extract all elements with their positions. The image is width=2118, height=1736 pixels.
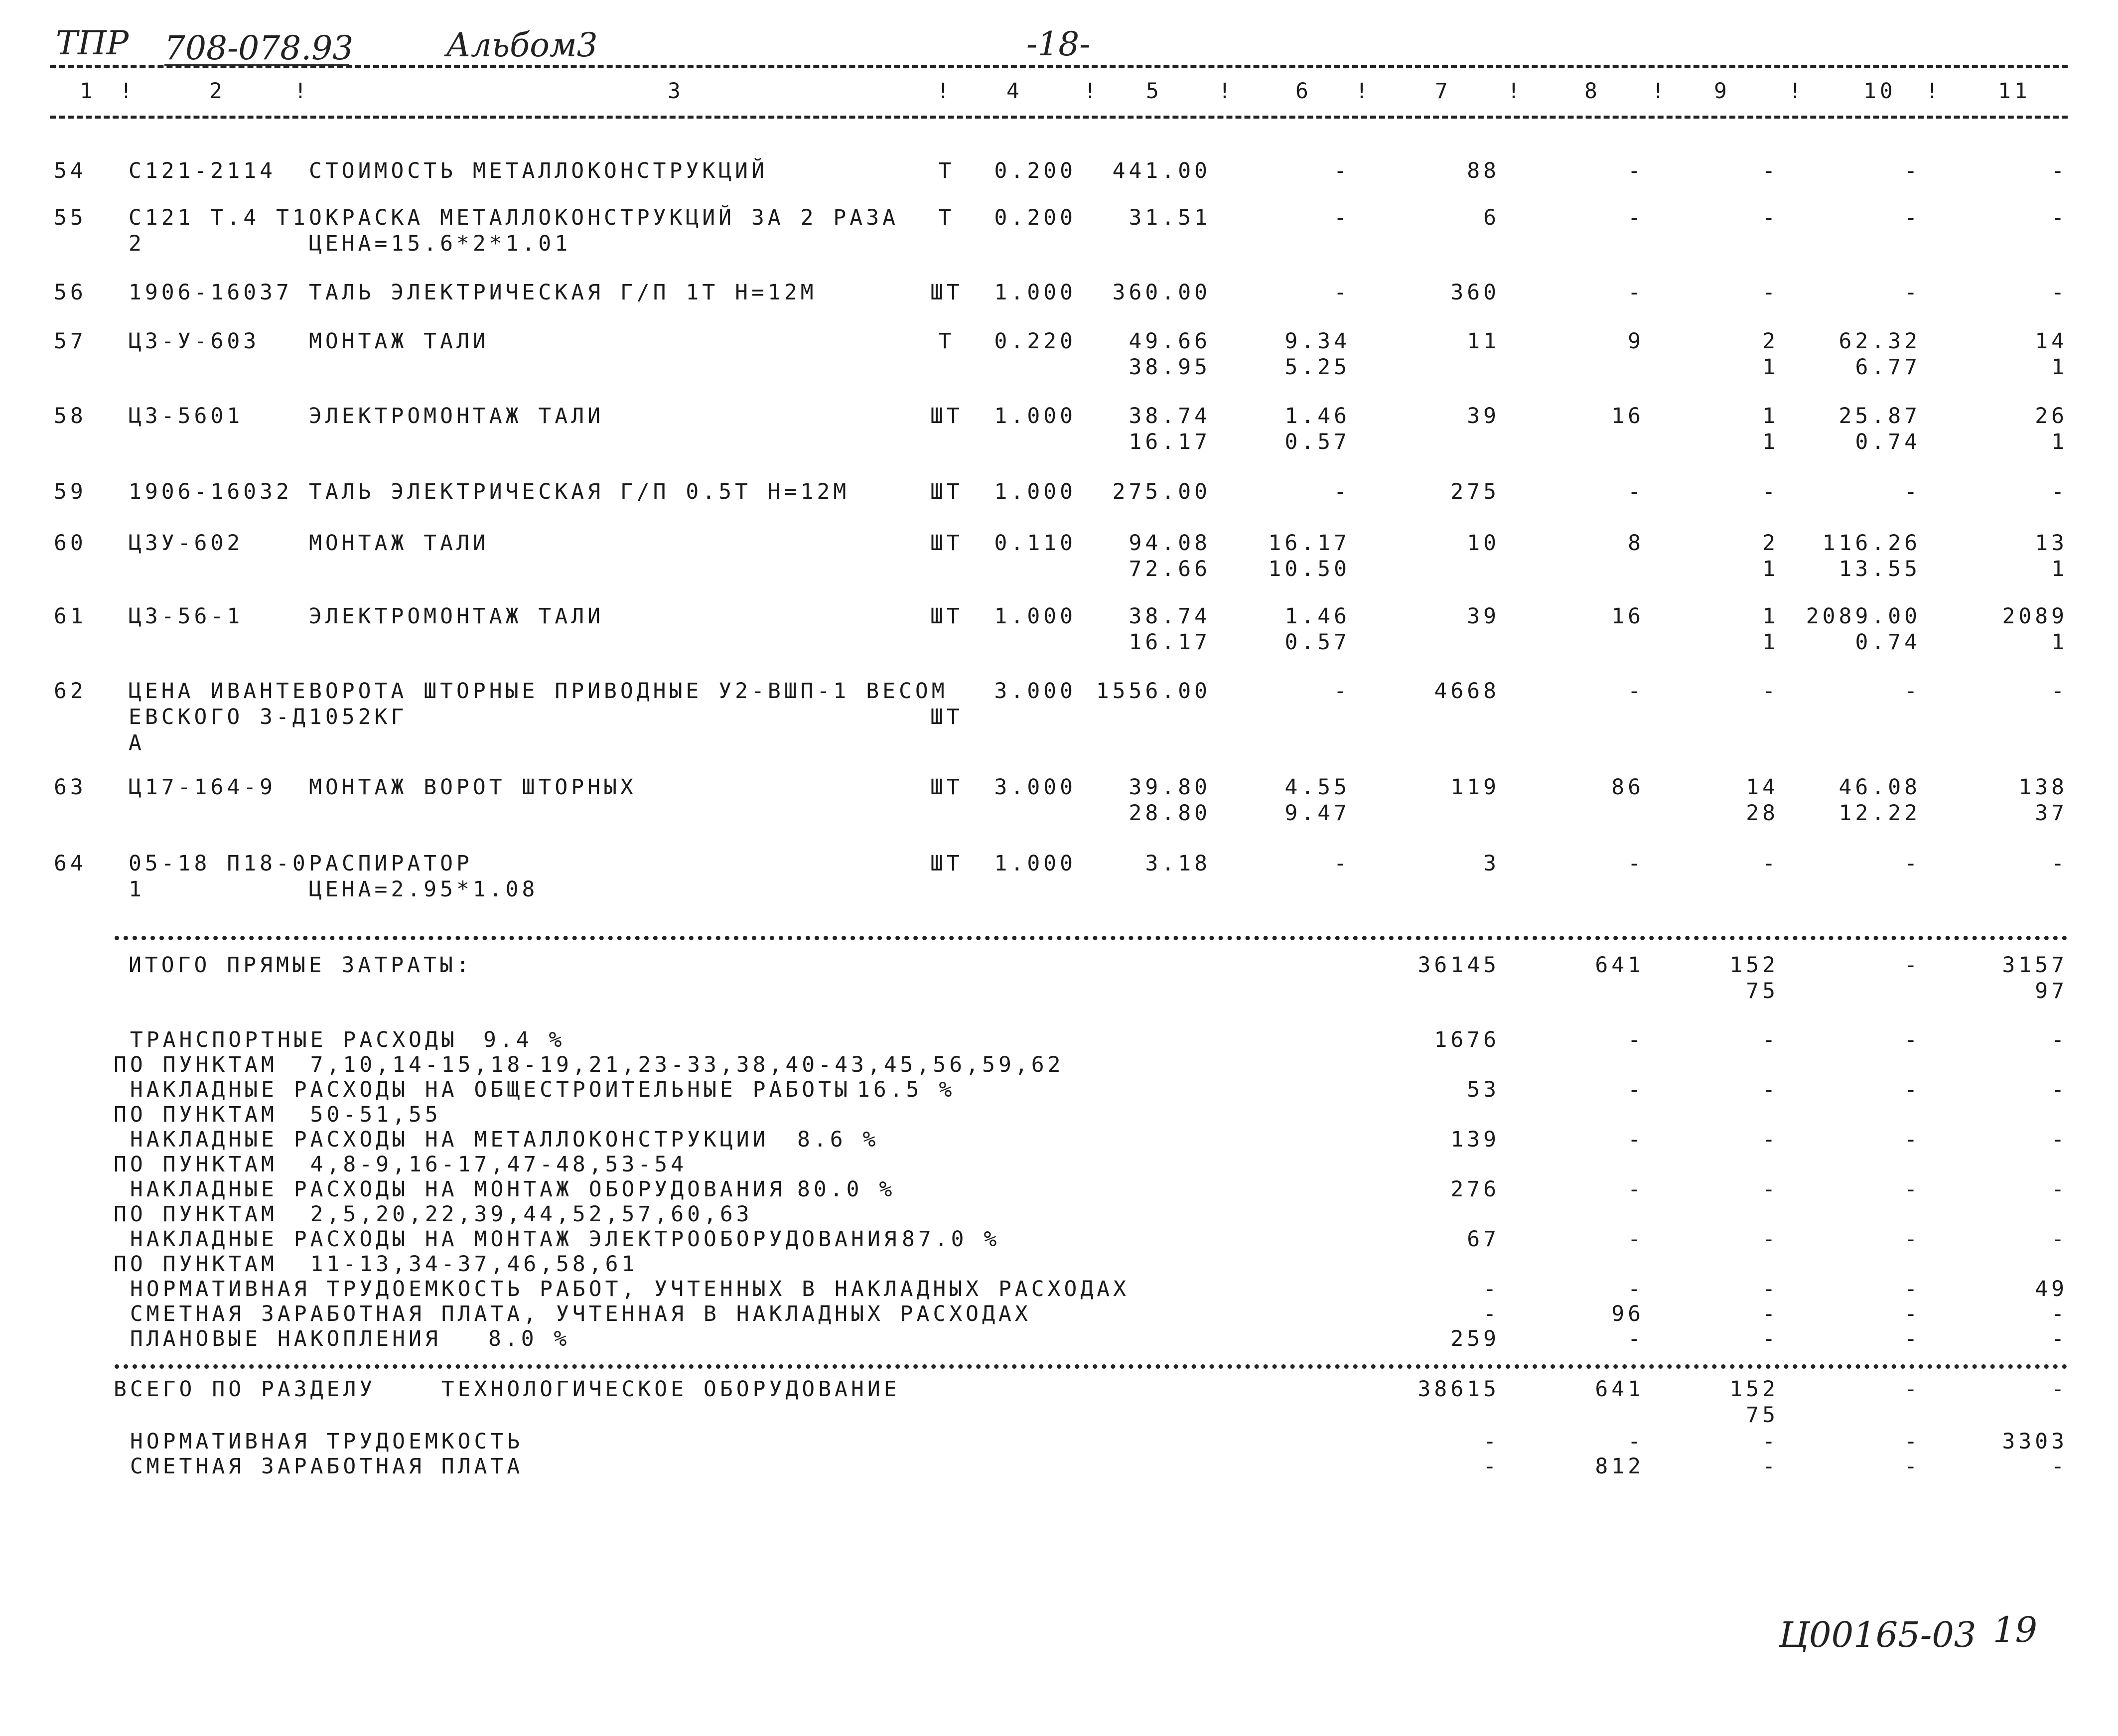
direct-costs-c11: 97 [2035, 979, 2068, 1004]
row-number: 60 [54, 531, 87, 556]
overhead-c11: - [2051, 1077, 2068, 1102]
row-number: 55 [54, 205, 87, 230]
row-c10: - [1904, 479, 1921, 504]
row-code: 1 [129, 877, 145, 902]
overhead-c9: - [1762, 1227, 1779, 1252]
overhead-c8: - [1628, 1177, 1644, 1202]
overhead-label: НАКЛАДНЫЕ РАСХОДЫ НА МОНТАЖ ОБОРУДОВАНИЯ [114, 1177, 786, 1202]
row-name: МОНТАЖ ТАЛИ [309, 531, 489, 556]
row-c11: 138 [2018, 775, 2068, 800]
overhead-label: ПО ПУНКТАМ 11-13,34-37,46,58,61 [114, 1252, 638, 1277]
column-number: 3 [668, 79, 684, 104]
column-number: 1 [80, 79, 96, 104]
row-c9: 1 [1762, 630, 1779, 655]
row-price: 72.66 [1129, 557, 1211, 581]
column-separator: ! [937, 79, 953, 104]
row-price: 38.74 [1129, 404, 1211, 429]
row-price: 275.00 [1112, 479, 1211, 504]
row-code: Ц17-164-9 [129, 775, 276, 800]
row-c6: - [1334, 679, 1350, 704]
overhead-percent: 16.5 % [857, 1077, 956, 1102]
row-c7: 4668 [1434, 679, 1500, 704]
row-c6: - [1334, 205, 1350, 230]
row-code: С121 Т.4 Т1 [129, 205, 309, 230]
column-separator: ! [1652, 79, 1668, 104]
overhead-label: СМЕТНАЯ ЗАРАБОТНАЯ ПЛАТА, УЧТЕННАЯ В НАКЛАДНЫХ РАСХОДАХ [114, 1302, 1031, 1326]
row-c8: - [1628, 479, 1644, 504]
column-separator: ! [1789, 79, 1805, 104]
direct-costs-c7: 36145 [1417, 953, 1500, 978]
row-unit: Т [938, 205, 955, 230]
row-c9: - [1762, 851, 1779, 876]
row-c10: 116.26 [1822, 531, 1921, 556]
row-c7: 275 [1450, 479, 1500, 504]
overhead-c9: - [1762, 1326, 1779, 1351]
row-name: СТОИМОСТЬ МЕТАЛЛОКОНСТРУКЦИЙ [309, 158, 768, 183]
row-number: 56 [54, 280, 87, 305]
row-c11: 1 [2051, 630, 2068, 655]
row-number: 61 [54, 604, 87, 629]
row-quantity: 1.000 [994, 280, 1076, 305]
overhead-c10: - [1904, 1127, 1921, 1152]
direct-costs-c8: 641 [1595, 953, 1644, 978]
overhead-c7: - [1483, 1277, 1500, 1302]
overhead-c11: - [2051, 1027, 2068, 1052]
column-number: 4 [1006, 79, 1023, 104]
final-c7: - [1483, 1454, 1500, 1479]
row-c6: 10.50 [1268, 557, 1350, 581]
section-total-c10: - [1904, 1377, 1921, 1402]
final-c9: - [1762, 1429, 1779, 1454]
direct-costs-c9: 75 [1746, 979, 1779, 1004]
overhead-c8: - [1628, 1027, 1644, 1052]
row-unit: ШТ [930, 851, 963, 876]
overhead-c9: - [1762, 1277, 1779, 1302]
row-price: 28.80 [1129, 801, 1211, 826]
overhead-c9: - [1762, 1302, 1779, 1326]
row-c9: - [1762, 679, 1779, 704]
overhead-label: НОРМАТИВНАЯ ТРУДОЕМКОСТЬ РАБОТ, УЧТЕННЫХ В НАКЛАДНЫХ РАСХОДАХ [114, 1277, 1130, 1302]
album-label: Альбом3 [446, 26, 598, 64]
row-number: 58 [54, 404, 87, 429]
row-code: С121-2114 [129, 158, 276, 183]
row-price: 16.17 [1129, 430, 1211, 454]
row-code: А [129, 730, 145, 755]
overhead-c7: - [1483, 1302, 1500, 1326]
row-quantity: 1.000 [994, 851, 1076, 876]
row-code: 1906-16032 [129, 479, 292, 504]
row-price: 3.18 [1145, 851, 1211, 876]
row-quantity: 0.200 [994, 205, 1076, 230]
row-c8: - [1628, 158, 1644, 183]
row-unit: ШТ [930, 604, 963, 629]
row-c10: - [1904, 679, 1921, 704]
section-total-c9: 75 [1746, 1403, 1779, 1428]
column-number: 6 [1295, 79, 1312, 104]
column-separator: ! [1084, 79, 1100, 104]
overhead-c8: 96 [1611, 1302, 1644, 1326]
overhead-percent: 8.6 % [797, 1127, 879, 1152]
overhead-c7: 276 [1450, 1177, 1500, 1202]
overhead-label: ПО ПУНКТАМ 7,10,14-15,18-19,21,23-33,38,40-43,45,56,59,62 [114, 1052, 1064, 1077]
row-unit: ШТ [930, 531, 963, 556]
final-label: СМЕТНАЯ ЗАРАБОТНАЯ ПЛАТА [114, 1454, 524, 1479]
overhead-c11: 49 [2035, 1277, 2068, 1302]
row-c8: 8 [1628, 531, 1644, 556]
overhead-label: ПО ПУНКТАМ 4,8-9,16-17,47-48,53-54 [114, 1152, 688, 1177]
page-number: -18- [1026, 25, 1091, 63]
row-c11: - [2051, 280, 2068, 305]
overhead-c11: - [2051, 1127, 2068, 1152]
row-c11: 2089 [2002, 604, 2068, 629]
row-number: 57 [54, 329, 87, 354]
row-c6: - [1334, 851, 1350, 876]
row-price: 38.95 [1129, 355, 1211, 380]
overhead-c10: - [1904, 1077, 1921, 1102]
row-c10: 62.32 [1838, 329, 1921, 354]
column-separator: ! [120, 79, 136, 104]
row-c9: 1 [1762, 404, 1779, 429]
row-c6: 0.57 [1284, 430, 1350, 454]
overhead-percent: 8.0 % [488, 1326, 570, 1351]
archive-stamp: Ц00165-03 [1779, 1614, 1977, 1655]
row-c11: 13 [2035, 531, 2068, 556]
row-name: РАСПИРАТОР [309, 851, 473, 876]
column-number: 10 [1863, 79, 1896, 104]
row-c6: - [1334, 158, 1350, 183]
column-number: 7 [1435, 79, 1451, 104]
row-c8: - [1628, 205, 1644, 230]
section-total-c9: 152 [1729, 1377, 1779, 1402]
row-name: МОНТАЖ ТАЛИ [309, 329, 489, 354]
row-c7: 10 [1467, 531, 1500, 556]
row-price: 441.00 [1112, 158, 1211, 183]
overhead-c8: - [1628, 1227, 1644, 1252]
row-c11: 14 [2035, 329, 2068, 354]
row-c9: 1 [1762, 355, 1779, 380]
row-name: ТАЛЬ ЭЛЕКТРИЧЕСКАЯ Г/П 1Т Н=12М [309, 280, 817, 305]
row-code: ЕВСКОГО З-Д [129, 705, 309, 729]
direct-costs-label: ИТОГО ПРЯМЫЕ ЗАТРАТЫ: [129, 953, 473, 978]
row-c6: 1.46 [1284, 604, 1350, 629]
row-c10: 6.77 [1855, 355, 1921, 380]
overhead-percent: 80.0 % [797, 1177, 896, 1202]
row-number: 64 [54, 851, 87, 876]
row-unit: ШТ [930, 280, 963, 305]
dotted-rule-direct [115, 936, 2068, 940]
overhead-c8: - [1628, 1326, 1644, 1351]
row-c9: 14 [1746, 775, 1779, 800]
row-price: 49.66 [1129, 329, 1211, 354]
direct-costs-c9: 152 [1729, 953, 1779, 978]
row-c6: - [1334, 479, 1350, 504]
row-price: 31.51 [1129, 205, 1211, 230]
row-c11: - [2051, 679, 2068, 704]
row-c6: 16.17 [1268, 531, 1350, 556]
overhead-c9: - [1762, 1177, 1779, 1202]
column-separator: ! [1355, 79, 1372, 104]
doc-code-a: ТПР [56, 24, 129, 62]
row-c10: 0.74 [1855, 430, 1921, 454]
row-name: ВОРОТА ШТОРНЫЕ ПРИВОДНЫЕ У2-ВШП-1 ВЕСОМ [309, 679, 948, 704]
row-price: 1556.00 [1096, 679, 1211, 704]
overhead-c11: - [2051, 1227, 2068, 1252]
column-separator: ! [1218, 79, 1235, 104]
row-name: ОКРАСКА МЕТАЛЛОКОНСТРУКЦИЙ ЗА 2 РАЗА [309, 205, 899, 230]
row-name: ЦЕНА=15.6*2*1.01 [309, 231, 571, 256]
row-price: 94.08 [1129, 531, 1211, 556]
row-c6: 5.25 [1284, 355, 1350, 380]
row-c9: - [1762, 280, 1779, 305]
overhead-label: НАКЛАДНЫЕ РАСХОДЫ НА МЕТАЛЛОКОНСТРУКЦИИ [114, 1127, 769, 1152]
row-c9: 2 [1762, 531, 1779, 556]
row-c10: 2089.00 [1806, 604, 1921, 629]
section-total-c11: - [2051, 1377, 2068, 1402]
overhead-label: ПО ПУНКТАМ 2,5,20,22,39,44,52,57,60,63 [114, 1202, 753, 1227]
row-c9: 2 [1762, 329, 1779, 354]
overhead-label: ПЛАНОВЫЕ НАКОПЛЕНИЯ [114, 1326, 441, 1351]
overhead-c10: - [1904, 1177, 1921, 1202]
row-c11: 1 [2051, 355, 2068, 380]
row-c7: 11 [1467, 329, 1500, 354]
final-c10: - [1904, 1429, 1921, 1454]
column-number: 5 [1146, 79, 1162, 104]
overhead-percent: 9.4 % [483, 1027, 565, 1052]
row-unit: ШТ [930, 404, 963, 429]
row-c11: 37 [2035, 801, 2068, 826]
row-price: 38.74 [1129, 604, 1211, 629]
row-c10: 0.74 [1855, 630, 1921, 655]
column-number: 8 [1584, 79, 1601, 104]
row-code: 05-18 П18-0 [129, 851, 309, 876]
overhead-label: ТРАНСПОРТНЫЕ РАСХОДЫ [114, 1027, 458, 1052]
row-number: 63 [54, 775, 87, 800]
final-label: НОРМАТИВНАЯ ТРУДОЕМКОСТЬ [114, 1429, 524, 1454]
row-quantity: 0.220 [994, 329, 1076, 354]
row-c6: - [1334, 280, 1350, 305]
row-c9: 28 [1746, 801, 1779, 826]
dotted-rule-total [115, 1364, 2068, 1369]
row-code: 2 [129, 231, 145, 256]
direct-costs-c10: - [1904, 953, 1921, 978]
row-number: 59 [54, 479, 87, 504]
final-c7: - [1483, 1429, 1500, 1454]
overhead-percent: 87.0 % [902, 1227, 1000, 1252]
overhead-c10: - [1904, 1326, 1921, 1351]
row-c8: 86 [1611, 775, 1644, 800]
row-unit: Т [938, 329, 955, 354]
final-c10: - [1904, 1454, 1921, 1479]
row-c9: 1 [1762, 557, 1779, 581]
overhead-c9: - [1762, 1027, 1779, 1052]
row-name: ТАЛЬ ЭЛЕКТРИЧЕСКАЯ Г/П 0.5Т Н=12М [309, 479, 850, 504]
overhead-c10: - [1904, 1227, 1921, 1252]
overhead-c10: - [1904, 1302, 1921, 1326]
row-c11: 1 [2051, 557, 2068, 581]
row-quantity: 1.000 [994, 404, 1076, 429]
sheet-number: 19 [1993, 1609, 2038, 1650]
row-c9: - [1762, 205, 1779, 230]
row-c7: 88 [1467, 158, 1500, 183]
overhead-c7: 259 [1450, 1326, 1500, 1351]
row-c10: - [1904, 280, 1921, 305]
final-c8: - [1628, 1429, 1644, 1454]
row-c7: 360 [1450, 280, 1500, 305]
section-total-label: ВСЕГО ПО РАЗДЕЛУ ТЕХНОЛОГИЧЕСКОЕ ОБОРУДОВАНИЕ [114, 1377, 900, 1402]
section-total-c7: 38615 [1417, 1377, 1500, 1402]
row-c6: 1.46 [1284, 404, 1350, 429]
row-code: Ц3У-602 [129, 531, 244, 556]
row-c8: 16 [1611, 604, 1644, 629]
header-rule-bottom [50, 116, 2068, 119]
row-c6: 9.47 [1284, 801, 1350, 826]
row-name: ЦЕНА=2.95*1.08 [309, 877, 539, 902]
overhead-c7: 1676 [1434, 1027, 1500, 1052]
row-quantity: 0.200 [994, 158, 1076, 183]
overhead-c11: - [2051, 1302, 2068, 1326]
row-c8: 9 [1628, 329, 1644, 354]
final-c11: - [2051, 1454, 2068, 1479]
overhead-c8: - [1628, 1277, 1644, 1302]
row-unit: Т [938, 158, 955, 183]
row-c10: - [1904, 851, 1921, 876]
row-code: Ц3-У-603 [129, 329, 260, 354]
row-name: ЭЛЕКТРОМОНТАЖ ТАЛИ [309, 404, 604, 429]
direct-costs-c11: 3157 [2002, 953, 2068, 978]
row-c11: 1 [2051, 430, 2068, 454]
row-c7: 39 [1467, 604, 1500, 629]
overhead-c10: - [1904, 1027, 1921, 1052]
row-c10: 12.22 [1838, 801, 1921, 826]
row-name: ЭЛЕКТРОМОНТАЖ ТАЛИ [309, 604, 604, 629]
row-price: 360.00 [1112, 280, 1211, 305]
row-c6: 0.57 [1284, 630, 1350, 655]
row-number: 54 [54, 158, 87, 183]
overhead-c9: - [1762, 1077, 1779, 1102]
row-code: 1906-16037 [129, 280, 292, 305]
row-c9: 1 [1762, 430, 1779, 454]
row-quantity: 1.000 [994, 479, 1076, 504]
row-c10: 25.87 [1838, 404, 1921, 429]
overhead-c9: - [1762, 1127, 1779, 1152]
column-separator: ! [294, 79, 310, 104]
section-total-c8: 641 [1595, 1377, 1644, 1402]
row-c11: - [2051, 205, 2068, 230]
row-name: 1052КГ [309, 705, 408, 729]
row-c11: 26 [2035, 404, 2068, 429]
overhead-c7: 53 [1467, 1077, 1500, 1102]
row-c6: 4.55 [1284, 775, 1350, 800]
row-c11: - [2051, 158, 2068, 183]
column-number: 9 [1714, 79, 1730, 104]
row-quantity: 0.110 [994, 531, 1076, 556]
row-quantity: 3.000 [994, 679, 1076, 704]
row-c7: 39 [1467, 404, 1500, 429]
overhead-c8: - [1628, 1077, 1644, 1102]
row-price: 16.17 [1129, 630, 1211, 655]
row-c10: - [1904, 205, 1921, 230]
row-price: 39.80 [1129, 775, 1211, 800]
final-c11: 3303 [2002, 1429, 2068, 1454]
row-number: 62 [54, 679, 87, 704]
overhead-c7: 139 [1450, 1127, 1500, 1152]
column-separator: ! [1507, 79, 1524, 104]
row-c7: 3 [1483, 851, 1500, 876]
overhead-c10: - [1904, 1277, 1921, 1302]
row-c9: - [1762, 479, 1779, 504]
overhead-c8: - [1628, 1127, 1644, 1152]
row-c8: 16 [1611, 404, 1644, 429]
row-c8: - [1628, 280, 1644, 305]
row-unit: ШТ [930, 775, 963, 800]
row-c10: - [1904, 158, 1921, 183]
row-unit: ШТ [930, 705, 963, 729]
row-c8: - [1628, 851, 1644, 876]
row-c10: 46.08 [1838, 775, 1921, 800]
row-c10: 13.55 [1838, 557, 1921, 581]
column-number: 11 [1998, 79, 2031, 104]
row-code: Ц3-5601 [129, 404, 244, 429]
column-separator: ! [1926, 79, 1942, 104]
row-c11: - [2051, 479, 2068, 504]
overhead-c11: - [2051, 1177, 2068, 1202]
overhead-label: ПО ПУНКТАМ 50-51,55 [114, 1102, 441, 1127]
overhead-label: НАКЛАДНЫЕ РАСХОДЫ НА МОНТАЖ ЭЛЕКТРООБОРУДОВАНИЯ [114, 1227, 900, 1252]
overhead-c7: 67 [1467, 1227, 1500, 1252]
overhead-label: НАКЛАДНЫЕ РАСХОДЫ НА ОБЩЕСТРОИТЕЛЬНЫЕ РАБОТЫ [114, 1077, 851, 1102]
row-c7: 6 [1483, 205, 1500, 230]
row-c8: - [1628, 679, 1644, 704]
final-c8: 812 [1595, 1454, 1644, 1479]
row-c6: 9.34 [1284, 329, 1350, 354]
header-rule-top [50, 65, 2068, 68]
overhead-c11: - [2051, 1326, 2068, 1351]
row-code: Ц3-56-1 [129, 604, 244, 629]
row-name: МОНТАЖ ВОРОТ ШТОРНЫХ [309, 775, 637, 800]
doc-code-b: 708-078.93 [164, 29, 354, 67]
row-c11: - [2051, 851, 2068, 876]
row-c9: - [1762, 158, 1779, 183]
row-unit: ШТ [930, 479, 963, 504]
column-number: 2 [209, 79, 226, 104]
row-c9: 1 [1762, 604, 1779, 629]
row-quantity: 3.000 [994, 775, 1076, 800]
final-c9: - [1762, 1454, 1779, 1479]
row-code: ЦЕНА ИВАНТЕ [129, 679, 309, 704]
row-c7: 119 [1450, 775, 1500, 800]
row-quantity: 1.000 [994, 604, 1076, 629]
